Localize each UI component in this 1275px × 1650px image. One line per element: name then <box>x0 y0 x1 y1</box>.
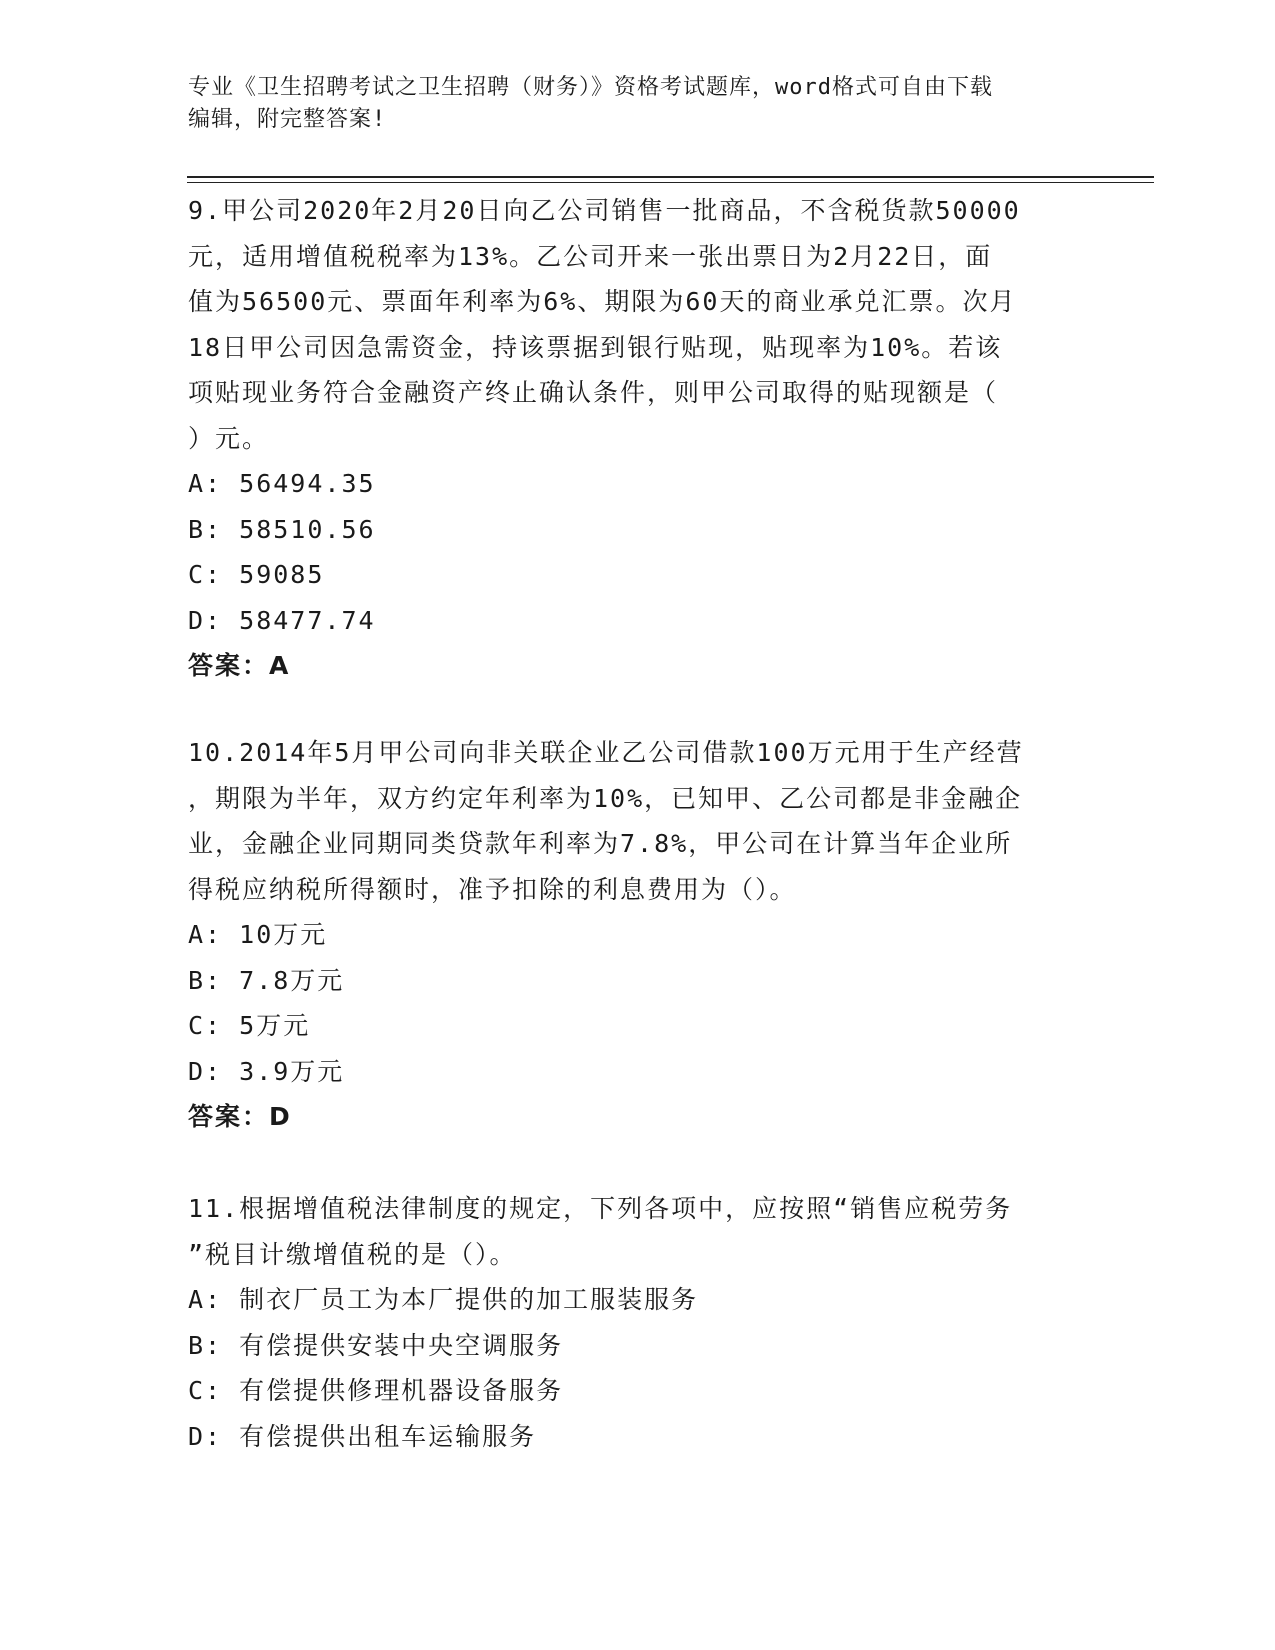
option-b: B: 有偿提供安装中央空调服务 <box>188 1330 564 1360</box>
question-line: ）元。 <box>188 423 270 453</box>
option-d: D: 3.9万元 <box>188 1056 345 1086</box>
header-divider-thin <box>187 182 1154 183</box>
option-b: B: 58510.56 <box>188 514 376 544</box>
question-line: 10.2014年5月甲公司向非关联企业乙公司借款100万元用于生产经营 <box>188 738 1024 767</box>
question-line: ，期限为半年，双方约定年利率为10%，已知甲、乙公司都是非金融企 <box>188 783 1023 813</box>
header-line-2: 编辑，附完整答案! <box>188 107 387 132</box>
question-line: 元，适用增值税税率为13%。乙公司开来一张出票日为2月22日，面 <box>188 241 993 271</box>
option-c: C: 有偿提供修理机器设备服务 <box>188 1376 564 1405</box>
option-c: C: 59085 <box>188 560 325 589</box>
header-line-1: 专业《卫生招聘考试之卫生招聘（财务）》资格考试题库，word格式可自由下载 <box>188 75 993 100</box>
option-a: A: 56494.35 <box>188 469 376 498</box>
header-divider-thick <box>187 176 1154 178</box>
option-a: A: 10万元 <box>188 920 328 949</box>
question-10 <box>188 730 1068 1140</box>
question-11 <box>188 1186 1068 1459</box>
option-c: C: 5万元 <box>188 1011 311 1040</box>
question-line: 9.甲公司2020年2月20日向乙公司销售一批商品，不含税货款50000 <box>188 196 1021 225</box>
question-9 <box>188 188 1068 689</box>
question-line: 18日甲公司因急需资金，持该票据到银行贴现，贴现率为10%。若该 <box>188 332 1003 362</box>
question-line: ”税目计缴增值税的是（）。 <box>188 1239 517 1269</box>
option-a: A: 制衣厂员工为本厂提供的加工服装服务 <box>188 1285 699 1314</box>
answer-label: 答案：D <box>188 1102 292 1131</box>
question-line: 值为56500元、票面年利率为6%、期限为60天的商业承兑汇票。次月 <box>188 287 1017 316</box>
option-b: B: 7.8万元 <box>188 965 345 995</box>
document-header <box>188 72 1068 136</box>
question-line: 11.根据增值税法律制度的规定，下列各项中，应按照“销售应税劳务 <box>188 1194 1013 1223</box>
option-d: D: 58477.74 <box>188 605 376 635</box>
question-line: 得税应纳税所得额时，准予扣除的利息费用为（）。 <box>188 874 797 904</box>
answer-label: 答案：A <box>188 651 291 680</box>
question-line: 项贴现业务符合金融资产终止确认条件，则甲公司取得的贴现额是（ <box>188 378 999 407</box>
question-line: 业，金融企业同期同类贷款年利率为7.8%，甲公司在计算当年企业所 <box>188 829 1013 858</box>
option-d: D: 有偿提供出租车运输服务 <box>188 1421 537 1451</box>
